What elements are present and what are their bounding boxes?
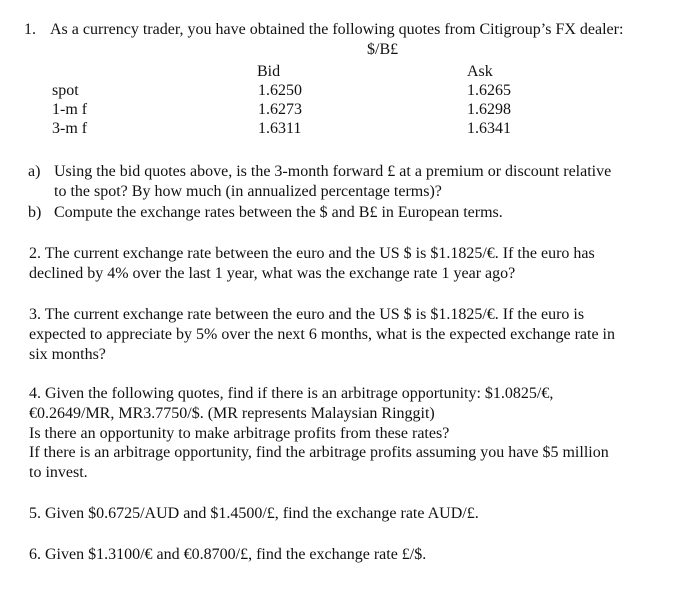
part-b-marker: b) bbox=[28, 204, 42, 221]
question-2-line-2: declined by 4% over the last 1 year, what was the exchange rate 1 year ago? bbox=[29, 265, 516, 282]
part-a-line-2: to the spot? By how much (in annualized percentage terms)? bbox=[54, 183, 442, 200]
row-label-spot: spot bbox=[52, 82, 79, 99]
question-4-line-1: 4. Given the following quotes, find if there is an arbitrage opportunity: $1.0825/€, bbox=[29, 385, 554, 402]
question-3-line-3: six months? bbox=[29, 346, 106, 363]
row-label-1m-forward: 1-m f bbox=[52, 101, 88, 118]
question-5-text: 5. Given $0.6725/AUD and $1.4500/£, find the exchange rate AUD/£. bbox=[29, 505, 479, 522]
question-1-number: 1. bbox=[24, 21, 36, 38]
part-a-line-1: Using the bid quotes above, is the 3-month forward £ at a premium or discount relative bbox=[54, 163, 612, 180]
question-3-line-2: expected to appreciate by 5% over the next 6 months, what is the expected exchange rate in bbox=[29, 326, 615, 343]
question-6-text: 6. Given $1.3100/€ and €0.8700/£, find the exchange rate £/$. bbox=[29, 546, 427, 563]
question-4-line-2: €0.2649/MR, MR3.7750/$. (MR represents Malaysian Ringgit) bbox=[29, 405, 435, 422]
ask-spot: 1.6265 bbox=[467, 82, 511, 99]
currency-pair-label: $/B£ bbox=[367, 41, 399, 58]
part-a-marker: a) bbox=[28, 163, 41, 180]
question-4-line-4: If there is an arbitrage opportunity, find the arbitrage profits assuming you have $5 million bbox=[29, 444, 609, 461]
ask-1m-forward: 1.6298 bbox=[467, 101, 511, 118]
ask-3m-forward: 1.6341 bbox=[467, 120, 511, 137]
column-header-bid: Bid bbox=[257, 63, 281, 80]
question-4-line-5: to invest. bbox=[29, 464, 88, 481]
question-1-text: As a currency trader, you have obtained the following quotes from Citigroup’s FX dealer: bbox=[50, 21, 624, 38]
part-b-line-1: Compute the exchange rates between the $ and B£ in European terms. bbox=[54, 204, 503, 221]
question-4-line-3: Is there an opportunity to make arbitrage profits from these rates? bbox=[29, 425, 450, 442]
bid-1m-forward: 1.6273 bbox=[258, 101, 302, 118]
row-label-3m-forward: 3-m f bbox=[52, 120, 88, 137]
question-2-line-1: 2. The current exchange rate between the euro and the US $ is $1.1825/€. If the euro has bbox=[29, 245, 595, 262]
question-3-line-1: 3. The current exchange rate between the euro and the US $ is $1.1825/€. If the euro is bbox=[29, 306, 585, 323]
bid-3m-forward: 1.6311 bbox=[258, 120, 302, 137]
column-header-ask: Ask bbox=[467, 63, 493, 80]
bid-spot: 1.6250 bbox=[258, 82, 302, 99]
